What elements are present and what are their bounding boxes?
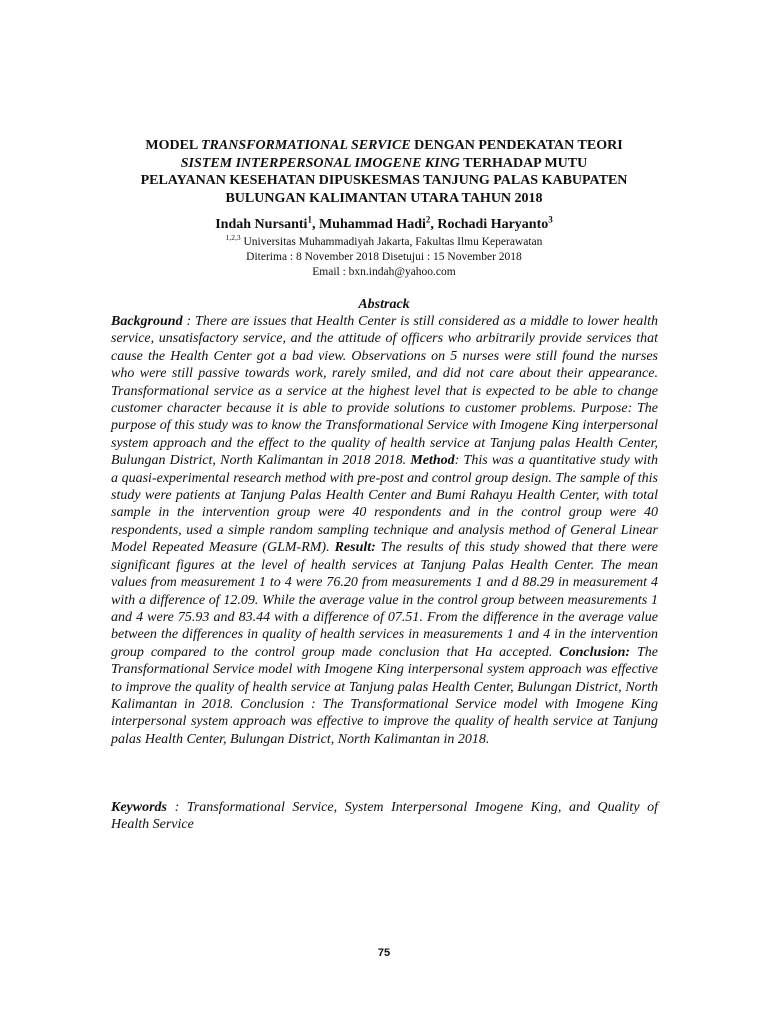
keywords-label: Keywords — [111, 800, 167, 815]
title-line-1: MODEL TRANSFORMATIONAL SERVICE DENGAN PENDEKATAN TEORI — [145, 138, 623, 153]
author-name: Indah Nursanti — [215, 217, 308, 232]
title-line-2: SISTEM INTERPERSONAL IMOGENE KING TERHADAP MUTU — [180, 155, 588, 171]
keywords: Keywords : Transformational Service, System Interpersonal Imogene King, and Quality of Health Service — [111, 800, 658, 833]
title-line-3: PELAYANAN KESEHATAN DIPUSKESMAS TANJUNG PALAS KABUPATEN — [140, 173, 628, 188]
affiliation-block — [100, 235, 668, 280]
affiliation: $^{1,2,3}$ Universitas Muhammadiyah Jakarta, Fakultas Ilmu Keperawatan — [225, 233, 543, 248]
submission-dates: Diterima : 8 November 2018 Disetujui : 15 November 2018 — [246, 251, 522, 263]
author-affiliation-mark: 2 — [425, 214, 431, 225]
background-label: Background — [111, 314, 183, 329]
title-line-4: BULUNGAN KALIMANTAN UTARA TAHUN 2018 — [225, 190, 543, 206]
contact-email: Email : bxn.indah@yahoo.com — [312, 266, 456, 278]
method-label: Method — [410, 453, 455, 469]
conclusion-label: Conclusion: — [559, 644, 631, 660]
abstract-body: Background : There are issues that Health Center is still considered as a middle to lower health service, unsatisfactory service, and the attitude of officers who arbitrarily provide services that cause the Health Center got a bad view. Observations on 5 nurses were still found the nurses who were still passive towards work, rarely smiled, and did not care about their appearance. Transformational service as a service at the highest level that is expected to be able to change customer character because it is able to provide solutions to customer problems. Purpose: The purpose of this study was to know the Transformational Service with Imogene King interpersonal system approach and the effect to the quality of health service at Tanjung palas Health Center, Bulungan District, North Kalimantan in 2018 2018. Method: This was a quantitative study with a quasi-experimental research method with pre-post and control group design. The sample of this study were patients at Tanjung Palas Health Center and Bumi Rahayu Health Center, with total sample in the intervention group were 40 respondents and in the control group were 40 respondents, used a simple random sampling technique and analysis method of General Linear Model Repeated Measure (GLM-RM). Result: The results of this study showed that there were significant figures at the level of health services at Tanjung Palas Health Center. The mean values from measurement 1 to 4 were 76.20 from measurements 1 and d 88.29 in measurement 4 with a difference of 12.09. While the average value in the control group between measurements 1 and 4 were 75.93 and 83.44 with a difference of 07.51. From the difference in the average value between the differences in quality of health services in measurements 1 and 4 in the intervention group compared to the control group made conclusion that Ha accepted. Conclusion: The Transformational Service model with Imogene King interpersonal system approach was effective to improve the quality of health service at Tanjung palas Health Center, Bulungan District, North Kalimantan in 2018. Conclusion : The Transformational Service model with Imogene King interpersonal system approach was effective to improve the quality of health service at Tanjung palas Health Center, Bulungan District, North Kalimantan in 2018. — [111, 314, 659, 747]
author-name: Rochadi Haryanto — [437, 217, 549, 232]
author-affiliation-mark: 1 — [307, 214, 312, 225]
paper-title — [100, 137, 668, 207]
page-number: 75 — [377, 947, 391, 959]
author-list: Indah Nursanti$^1$, Muhammad Hadi$^2$, Rochadi Haryanto$^3$ — [215, 214, 553, 232]
result-label: Result: — [334, 540, 376, 556]
author-affiliation-mark: 3 — [548, 214, 553, 225]
abstract-heading: Abstrack — [358, 297, 410, 312]
author-name: Muhammad Hadi — [318, 217, 426, 232]
